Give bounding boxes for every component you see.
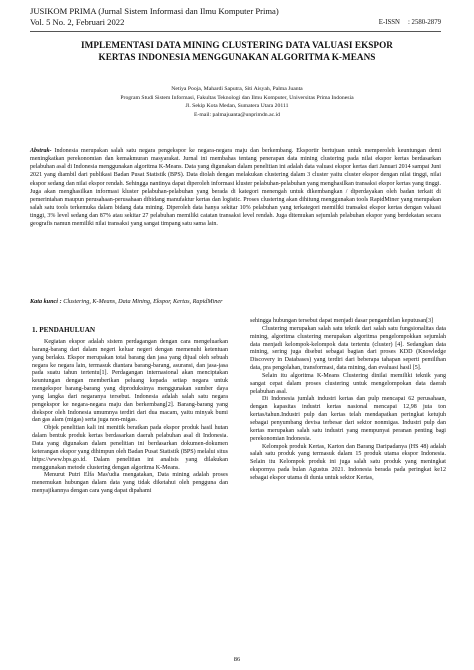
issn xyxy=(379,17,441,28)
page-number: 86 xyxy=(233,656,241,663)
abstract-label: Abstrak- xyxy=(30,148,52,154)
paragraph: Objek penelitian kali ini menitik beratkan pada ekspor produk hasil hutan dalam bentuk produk kertas berdasarkan daerah pelabuhan asal di Indonesia. Data yang digunakan dalam penelitian ini berdasarkan dokumen-dokumen keterangan ekspor yang dihimpun oleh Badan Pusat Statistik (BPS) melalui situs https://www.bps.go.id. Dalam penelitian ini analisis yang dilakukan menggunakan metode clustering dengan algoritma K-Means. xyxy=(32,425,228,471)
keywords-label: Kata kunci : xyxy=(30,298,62,305)
right-column xyxy=(250,318,446,483)
left-column xyxy=(32,318,228,496)
paragraph: Menurut Putri Elfa Mas'udia mengatakan, Data mining adalah proses menemukan hubungan dalam data yang tidak diketahui oleh pengguna dan menyajikannya dengan cara yang dapat dipahami xyxy=(32,472,228,495)
paragraph: Kegiatan ekspor adalah sistem perdagangan dengan cara mengeluarkan barang-barang dari dalam negeri keluar negeri dengan memenuhi ketentuan yang berlaku. Ekspor merupakan total barang dan jasa yang dijual oleh sebuah negara ke negara lain, termasuk diantara barang-barang, asuransi, dan jasa-jasa pada suatu tahun tertentu[1]. Perdagangan internasional akan menciptakan keuntungan dengan memberikan peluang kepada setiap negara untuk mengekspor barang-barang yang diproduksinya menggunakan sumber daya yang langka dari negaranya tersebut. Indonesia adalah salah satu negara pengekspor ke negara-negara maju dan berkembang[2]. Barang-barang yang diekspor oleh Indonesia umumnya terdiri dari dua macam, yaitu minyak bumi dan gas alam (migas) serta juga non-migas. xyxy=(32,339,228,424)
author-block xyxy=(60,85,414,119)
paragraph: Clustering merupakan salah satu teknik dari salah satu fungsionalitas data mining, algoritma clustering merupakan algoritma pengelompokkan sejumlah data menjadi kelompok-kelompok data tertentu (cluster) [4]. Sedangkan data mining, sering juga disebut sebagai bagian dari proses KDD (Knowledge Discovery in Databases) yang terdiri dari beberapa tahapan seperti pemilihan data, pra pengolahan, transformasi, data mining, dan evaluasi hasil [5]. xyxy=(250,325,446,372)
author-email: E-mail: palmajuanta@unprimdn.ac.id xyxy=(194,111,280,118)
journal-header xyxy=(30,6,279,28)
paragraph: Di Indonesia jumlah industri kertas dan pulp mencapai 62 perusahaan, dengan kapasitas industri kertas nasional mencapai 12,98 juta ton kertas/tahun.Industri pulp dan kertas telah mendapatkan peringkat ketujuh sebagai penyumbang devisa terbesar dari sektor nonmigas. Industri pulp dan kertas merupakan salah satu industri yang mempunyai peranan penting bagi perekonomian Indonesia. xyxy=(250,396,446,442)
journal-volume: Vol. 5 No. 2, Februari 2022 xyxy=(30,17,125,27)
journal-name: JUSIKOM PRIMA (Jurnal Sistem Informasi dan Ilmu Komputer Prima) xyxy=(30,6,279,16)
paragraph: Selain itu algoritma K-Means Clustering dinilai memiliki teknik yang sangat cepat dalam proses clustering untuk mengelompokan data daerah pelabuhan asal. xyxy=(250,372,446,395)
paragraph: sehingga hubungan tersebut dapat menjadi dasar pengambilan keputusan[3] xyxy=(250,318,434,324)
issn-value: : 2580-2879 xyxy=(407,19,441,26)
author-affiliation: Program Studi Sistem Informasi, Fakultas Teknologi dan Ilmu Komputer, Universitas Prima Indonesia xyxy=(120,94,354,101)
keywords xyxy=(30,298,441,306)
issn-label: E-ISSN xyxy=(378,19,400,26)
section-heading: 1. PENDAHULUAN xyxy=(32,326,96,334)
abstract xyxy=(30,147,441,229)
paper-title xyxy=(46,40,428,64)
author-address: Jl. Sekip Kota Medan, Sumatera Utara 20111 xyxy=(185,103,289,110)
paragraph: Kelompok produk Kertas, Karton dan Barang Daripadanya (HS 48) adalah salah satu produk yang termasuk dalam 15 produk utama ekspor Indonesia. Selain itu Kelompok produk ini juga salah satu produk yang meningkat ekspornya pada bulan Agustus 2021. Indonesia berada pada peringkat ke12 sebagai ekspor utama di dunia untuk sektor Kertas, xyxy=(250,443,446,481)
keywords-text: Clustering, K-Means, Data Mining, Ekspor, Kertas, RapidMiner xyxy=(61,298,223,305)
title-line-2: KERTAS INDONESIA MENGGUNAKAN ALGORITMA K-MEANS xyxy=(98,51,376,62)
header-rule xyxy=(30,31,441,32)
title-line-1: IMPLEMENTASI DATA MINING CLUSTERING DATA VALUASI EKSPOR xyxy=(81,40,393,50)
author-names: Netiya Pooja, Mahardi Saputra, Siti Aisyah, Palma Juanta xyxy=(171,86,303,92)
abstract-text: Indonesia merupakan salah satu negara pengekspor ke negara-negara maju dan berkembang. Eksportir bertujuan untuk memperoleh keuntungan demi meningkatkan perekonomian dan kemakmuran masyarakat. Jurnal ini membahas tentang penerapan data mining clustering pada nilai ekspor kertas berdasarkan pelabuhan asal di Indonesia menggunakan algoritma K-Means. Data yang digunakan dalam penelitian ini adalah data valuasi ekspor kertas dari Januari 2014 sampai Juni 2021 yang diambil dari publikasi Badan Pusat Statistik (BPS). Data diolah dengan melakukan clustering dalam 3 cluster yaitu cluster ekspor dengan nilai tinggi, nilai ekspor sedang dan nilai ekspor rendah. Sehingga nantinya dapat diperoleh informasi kluster pelabuhan-pelabuhan yang menghasilkan transaksi ekspor kertas yang tinggi. Juga akan menghasilkan informasi kluster pelabuhan-pelabuhan yang berada di kategori menengah untuk dikembangkan / diperdayakan oleh badan terkait di pemerintahan maupun perusahaan-perusahaan dibidang manufaktur kertas dan logistic. Proses clustering akan dihitung menggunakan tools RapidMiner yang merupakan salah satu tools terkemuka dalam bidang data mining. Diperoleh data hanya sekitar 10% pelabuhan yang terkategori memiliki transaksi ekspor kertas dengan valuasi tinggi, 3% level sedang dan 87% atau sekitar 27 pelabuhan memiliki catatan transaksi level rendah. Juga ditemukan sejumlah pelabuhan ekspor yang berdekatan secara geografis namun memiliki nilai transaksi yang sangat timpang satu sama lain. xyxy=(30,148,441,228)
